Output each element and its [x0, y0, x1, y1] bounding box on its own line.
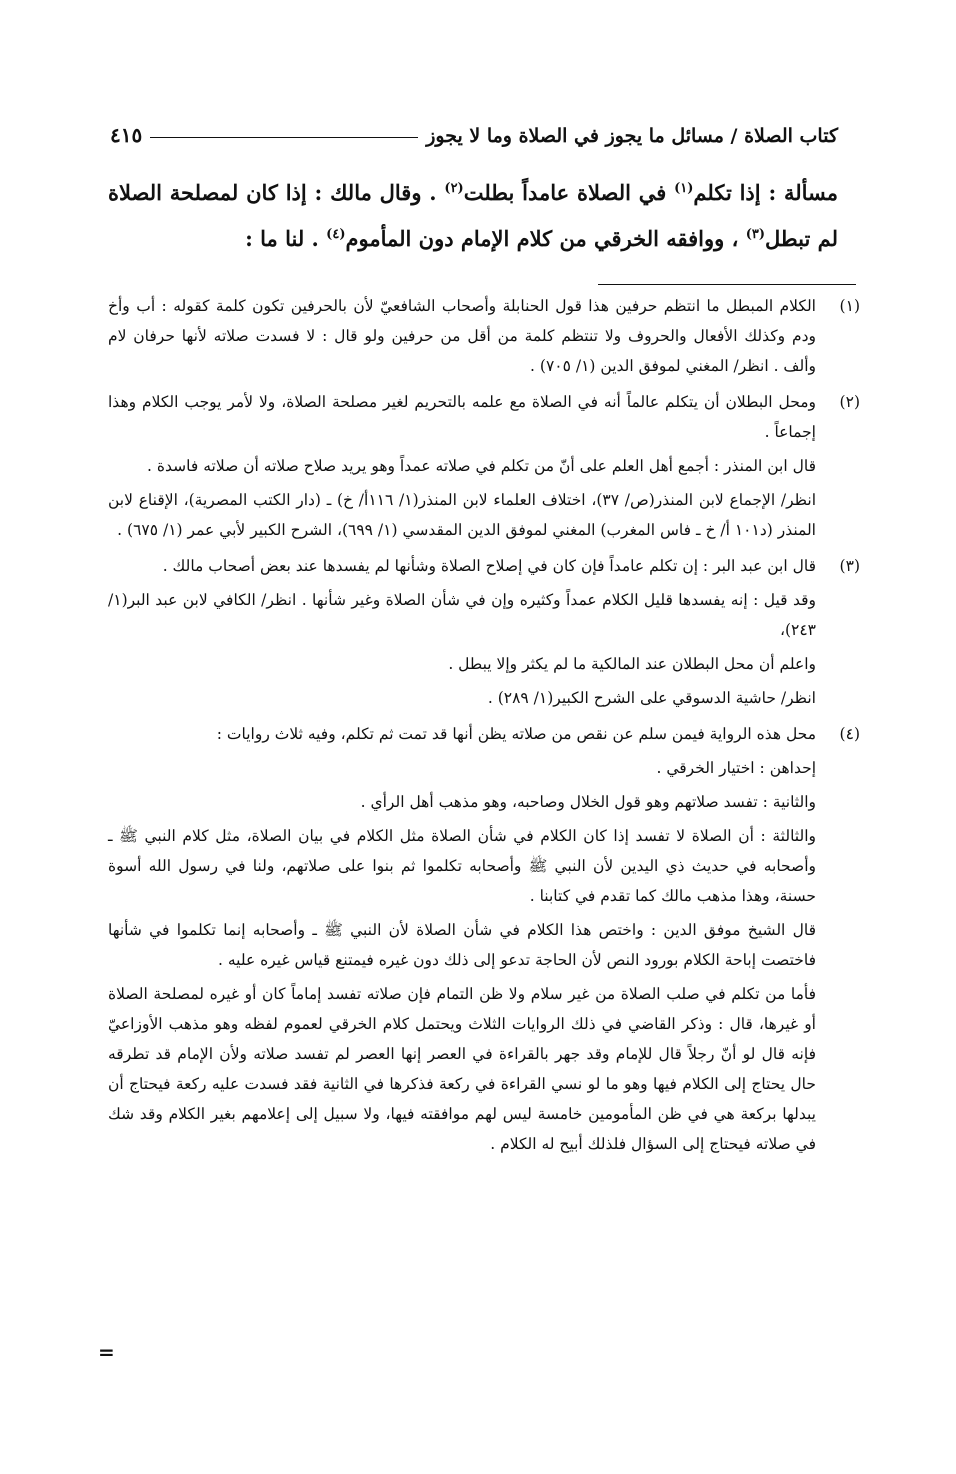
- footnote: [108, 291, 860, 385]
- main-text-part: ، ووافقه الخرقي من كلام الإمام دون المأموم: [345, 226, 739, 251]
- footnote-ref[interactable]: (٤): [326, 227, 346, 242]
- footnote-separator: [598, 284, 856, 285]
- footnote-ref[interactable]: (١): [674, 181, 694, 196]
- footnote-body: [108, 291, 816, 385]
- issue-term: مسألة :: [768, 180, 839, 205]
- footnote-paragraph: ومحل البطلان أن يتكلم عالماً أنه في الصلاة مع علمه بالتحريم لغير مصلحة الصلاة، ولا لأمر يوجب الكلام وهذا إجماعاً .: [108, 393, 816, 441]
- footnote-paragraph: والثانية : تفسد صلاتهم وهو قول الخلال وصاحبه، وهو مذهب أهل الرأي .: [360, 793, 816, 811]
- footnote-paragraph: انظر/ حاشية الدسوقي على الشرح الكبير(١/ ٢٨٩) .: [487, 689, 816, 707]
- footnote-paragraph: الكلام المبطل ما انتظم حرفين هذا قول الحنابلة وأصحاب الشافعيّ لأن بالحرفين تكون كلمة كقوله : أب وأخ ودم وكذلك الأفعال والحروف ولا تنتظم كلمة من أقل من حرفين ولو قال : لا فسدت صلاته لأنها حرفان لام وألف . انظر/ المغني لموفق الدين (١/ ٧٠٥) .: [108, 297, 816, 375]
- footnote: [108, 387, 860, 549]
- footnote-paragraph: قال الشيخ موفق الدين : واختص هذا الكلام في شأن الصلاة لأن النبي ﷺ ـ وأصحابه إنما تكلموا في شأنها فاختصت إباحة الكلام بورود النص لأن الحاجة تدعو إلى ذلك دون غيره فيمتنع قياس غيره عليه .: [108, 921, 816, 969]
- footnote-ref[interactable]: (٣): [745, 227, 765, 242]
- footnote-number: (٤): [839, 725, 860, 743]
- footnotes: [108, 291, 860, 1165]
- footnote: [108, 719, 860, 1163]
- footnote-paragraph: انظر/ الإجماع لابن المنذر(ص/ ٣٧)، اختلاف العلماء لابن المنذر(١/ ١١٦أ/ خ) ـ (دار الكتب المصرية)، الإقناع لابن المنذر (د١٠١ أ/ خ ـ فاس المغرب) المغني لموفق الدين المقدسي (١/ ٦٩٩)، الشرح الكبير لأبي عمر (١/ ٦٧٥) .: [108, 491, 817, 539]
- main-text-part: إذا تكلم: [693, 180, 761, 205]
- page-number: ٤١٥: [110, 123, 143, 147]
- footnote-paragraph: فأما من تكلم في صلب الصلاة من غير سلام ولا ظن التمام فإن صلاته تفسد إماماً كان أو غيره لمصلحة الصلاة أو غيرها، قال : وذكر القاضي في ذلك الروايات الثلاث ويحتمل كلام الخرقي لعموم لفظه وهو مذهب الأوزاعيّ فإنه قال لو أنّ رجلاً قال للإمام وقد جهر بالقراءة في العصر إنها العصر لم تفسد صلاته ولأن الإمام قد تطرقه حال يحتاج إلى الكلام فيها وهو ما لو نسي القراءة في ركعة فذكرها في الثانية فقد فسدت عليه ركعة فيحتاج أن يبدلها بركعة هي في ظن المأمومين خامسة ليس لهم موافقته فيها، ولا سبيل إلى إعلامهم بغير الكلام وقد شك في صلاته فيحتاج إلى السؤال فلذلك أبيح له الكلام .: [108, 985, 816, 1153]
- footnote-paragraph: قال ابن المنذر : أجمع أهل العلم على أنّ من تكلم في صلاته عمداً وهو يريد صلاح صلاته أن صلاته فاسدة .: [147, 457, 816, 475]
- footnote-paragraph: إحداهن : اختيار الخرقي .: [656, 759, 816, 777]
- footnote-number: (٣): [839, 557, 860, 575]
- running-header: [110, 113, 838, 147]
- header-title: كتاب الصلاة / مسائل ما يجوز في الصلاة وما لا يجوز: [426, 125, 838, 147]
- header-rule: [150, 137, 418, 138]
- end-mark: =: [98, 1340, 115, 1364]
- main-text: [108, 170, 838, 262]
- footnote-paragraph: واعلم أن محل البطلان عند المالكية ما لم يكثر وإلا يبطل .: [448, 655, 816, 673]
- main-text-part: . وقال مالك : إذا كان لمصلحة الصلاة لم تبطل: [108, 180, 838, 251]
- footnote-paragraph: والثالثة : أن الصلاة لا تفسد إذا كان الكلام في شأن الصلاة مثل الكلام في بيان الصلاة، مثل كلام النبي ﷺ ـ وأصحابه في حديث ذي اليدين لأن النبي ﷺ وأصحابه تكلموا ثم بنوا على صلاتهم، ولنا في رسول الله أسوة حسنة، وهذا مذهب مالك كما تقدم في كتابنا .: [108, 827, 816, 905]
- footnote-body: [108, 551, 816, 717]
- footnote-number: (١): [839, 297, 860, 315]
- footnote-body: [108, 387, 816, 549]
- main-text-part: . لنا ما :: [245, 226, 319, 251]
- footnote-ref[interactable]: (٢): [444, 181, 464, 196]
- footnote-paragraph: محل هذه الرواية فيمن سلم عن نقص من صلاته يظن أنها قد تمت ثم تكلم، وفيه ثلاث روايات :: [216, 725, 816, 743]
- footnote: [108, 551, 860, 717]
- footnote-paragraph: قال ابن عبد البر : إن تكلم عامداً فإن كان في إصلاح الصلاة وشأنها لم يفسدها عند بعض أصحاب مالك .: [162, 557, 816, 575]
- main-text-part: في الصلاة عامداً بطلت: [463, 180, 667, 205]
- footnote-body: [108, 719, 816, 1163]
- footnote-number: (٢): [839, 393, 860, 411]
- footnote-paragraph: وقد قيل : إنه يفسدها قليل الكلام عمداً وكثيره وإن في شأن الصلاة وغير شأنها . انظر/ الكافي لابن عبد البر(١/ ٢٤٣)،: [108, 591, 816, 639]
